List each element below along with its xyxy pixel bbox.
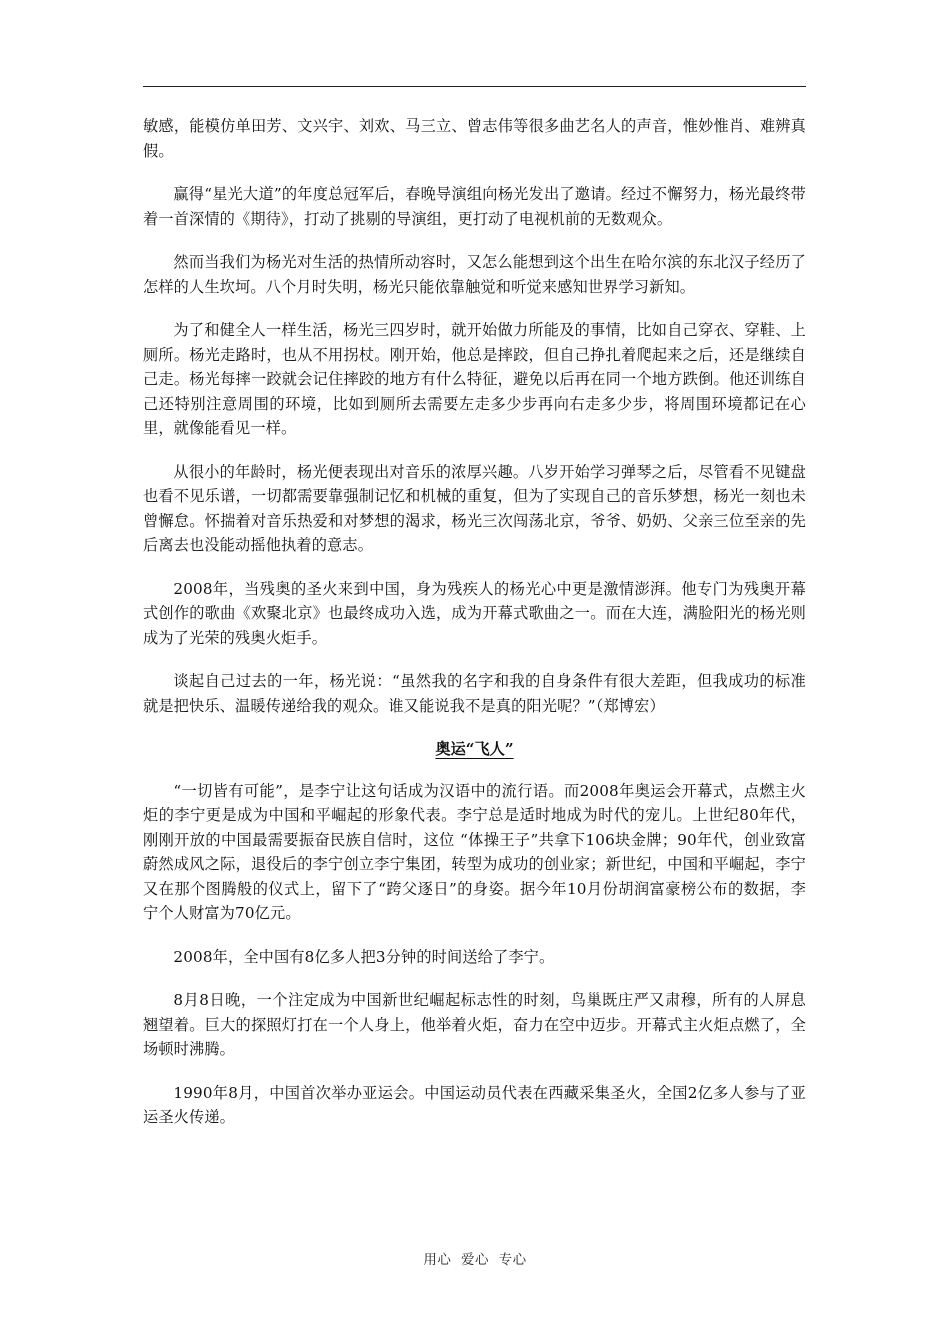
paragraph: 然而当我们为杨光对生活的热情所动容时，又怎么能想到这个出生在哈尔滨的东北汉子经历了怎样的人生坎坷。八个月时失明，杨光只能依靠触觉和听觉来感知世界学习新知。	[143, 253, 806, 296]
paragraph: 2008年，当残奥的圣火来到中国，身为残疾人的杨光心中更是激情澎湃。他专门为残奥开幕式创作的歌曲《欢聚北京》也最终成功入选，成为开幕式歌曲之一。而在大连，满脸阳光的杨光则成为了光荣的残奥火炬手。	[143, 579, 806, 647]
section-title	[143, 737, 806, 762]
header-rule	[143, 86, 806, 87]
paragraph: 敏感，能模仿单田芳、文兴宇、刘欢、马三立、曾志伟等很多曲艺名人的声音，惟妙惟肖、难辨真假。	[143, 117, 806, 160]
paragraph: 2008年，全中国有8亿多人把3分钟的时间送给了李宁。	[173, 947, 555, 966]
paragraph: 谈起自己过去的一年，杨光说：“虽然我的名字和我的自身条件有很大差距，但我成功的标准就是把快乐、温暖传递给我的观众。谁又能说我不是真的阳光呢？”（郑博宏）	[143, 672, 806, 715]
page-footer: 用心 爱心 专心	[423, 1252, 527, 1268]
paragraph: 从很小的年龄时，杨光便表现出对音乐的浓厚兴趣。八岁开始学习弹琴之后，尽管看不见键盘也看不见乐谱，一切都需要靠强制记忆和机械的重复，但为了实现自己的音乐梦想，杨光一刻也未曾懈怠。怀揣着对音乐热爱和对梦想的渴求，杨光三次闯荡北京，爷爷、奶奶、父亲三位至亲的先后离去也没能动摇他执着的意志。	[143, 462, 806, 554]
article-body	[143, 114, 806, 1149]
paragraph: 1990年8月，中国首次举办亚运会。中国运动员代表在西藏采集圣火，全国2亿多人参与了亚运圣火传递。	[143, 1083, 806, 1126]
paragraph: 8月8日晚，一个注定成为中国新世纪崛起标志性的时刻，鸟巢既庄严又肃穆，所有的人屏息翘望着。巨大的探照灯打在一个人身上，他举着火炬，奋力在空中迈步。开幕式主火炬点燃了，全场顿时沸腾。	[143, 991, 806, 1058]
paragraph: 赢得“星光大道”的年度总冠军后，春晚导演组向杨光发出了邀请。经过不懈努力，杨光最终带着一首深情的《期待》，打动了挑剔的导演组，更打动了电视机前的无数观众。	[143, 185, 806, 228]
section-title-text: 奥运“飞人”	[435, 740, 514, 758]
paragraph: “一切皆有可能”，是李宁让这句话成为汉语中的流行语。而2008年奥运会开幕式，点燃主火炬的李宁更是成为中国和平崛起的形象代表。李宁总是适时地成为时代的宠儿。上世纪80年代，刚刚开放的中国最需要振奋民族自信时，这位 “体操王子”共拿下106块金牌；90年代，创业致富蔚然成风之际，退役后的李宁创立李宁集团，转型为成功的创业家；新世纪，中国和平崛起，李宁又在那个图腾般的仪式上，留下了“跨父逐日”的身姿。据今年10月份胡润富豪榜公布的数据，李宁个人财富为70亿元。	[143, 781, 806, 922]
paragraph: 为了和健全人一样生活，杨光三四岁时，就开始做力所能及的事情，比如自己穿衣、穿鞋、上厕所。杨光走路时，也从不用拐杖。刚开始，他总是摔跤，但自己挣扎着爬起来之后，还是继续自己走。杨光每摔一跤就会记住摔跤的地方有什么特征，避免以后再在同一个地方跌倒。他还训练自己还特别注意周围的环境，比如到厕所去需要左走多少步再向右走多少步，将周围环境都记在心里，就像能看见一样。	[143, 321, 806, 437]
